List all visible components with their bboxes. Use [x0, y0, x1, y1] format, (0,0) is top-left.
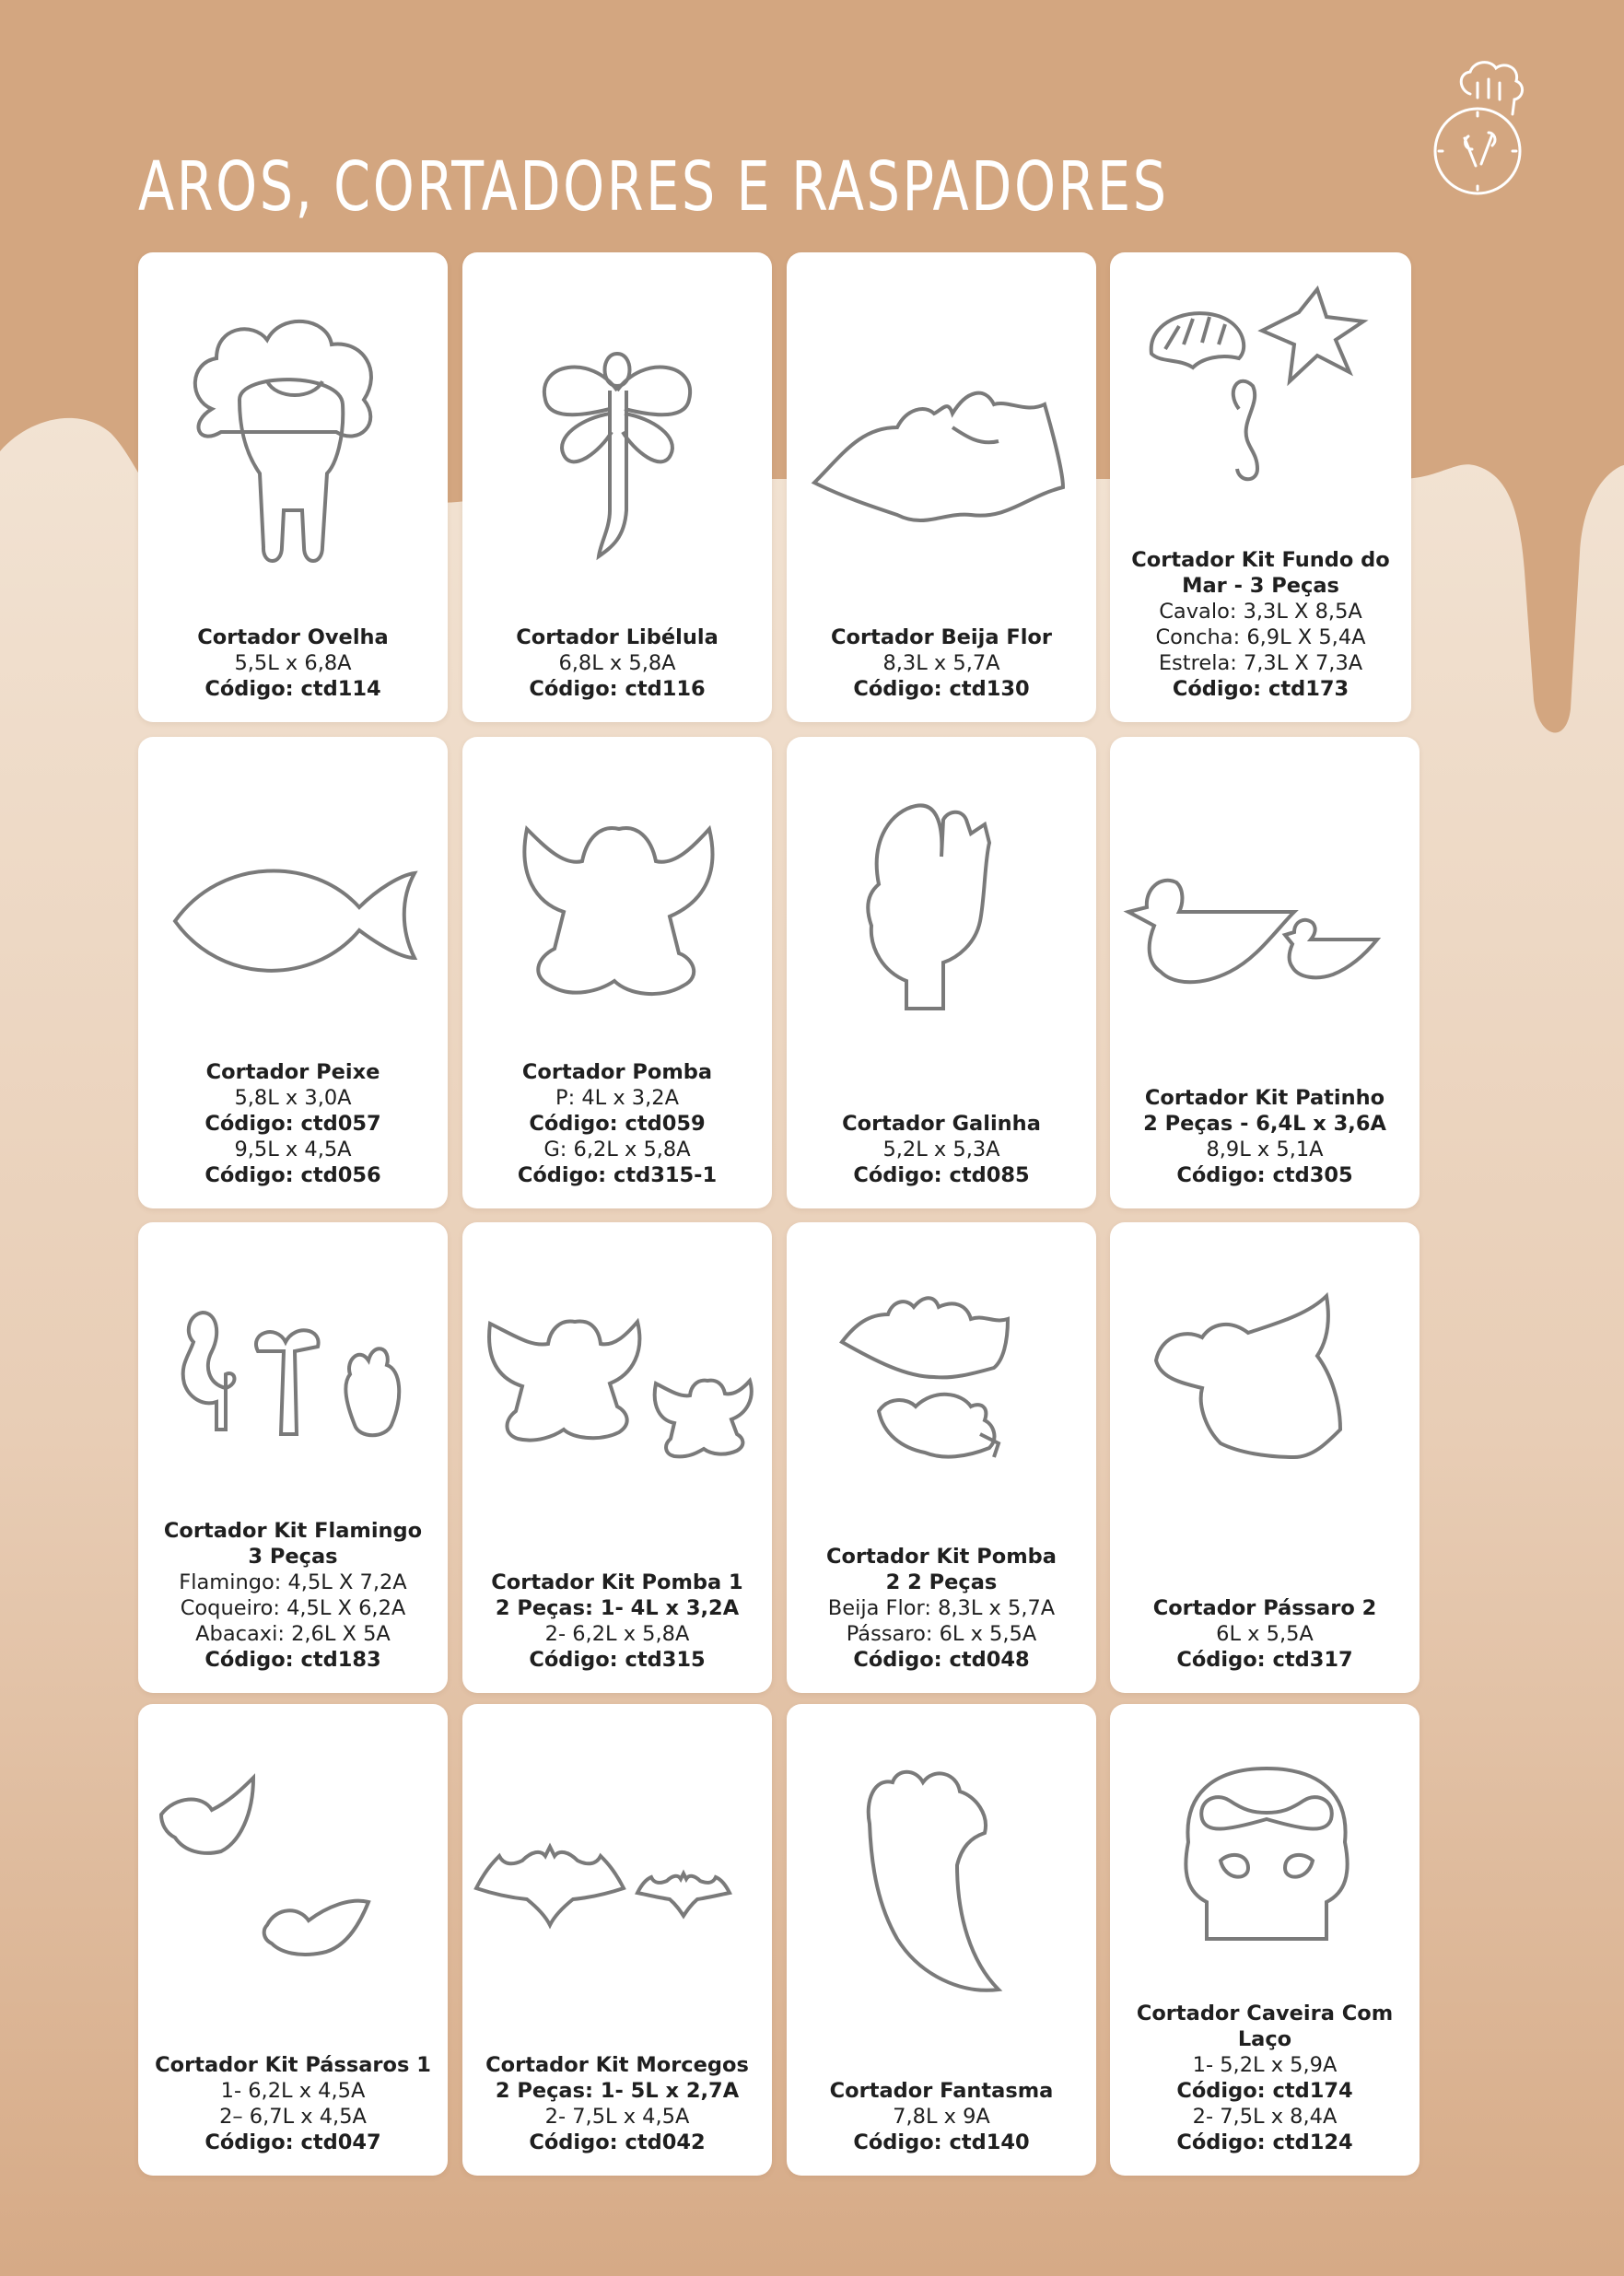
- product-caption: [138, 2052, 448, 2155]
- product-detail: 6L x 5,5A: [1216, 1622, 1314, 1646]
- product-detail: 8,9L x 5,1A: [1206, 1138, 1324, 1161]
- product-name: Cortador Kit Pássaros 1: [155, 2053, 431, 2077]
- product-code: Código: ctd116: [529, 677, 706, 701]
- product-card-kit-pomba-2: [787, 1222, 1096, 1693]
- product-code: Código: ctd173: [1172, 677, 1349, 701]
- sheep-cutter-image: [138, 252, 448, 621]
- product-detail: Estrela: 7,3L X 7,3A: [1158, 651, 1363, 675]
- product-detail: 5,2L x 5,3A: [882, 1138, 1000, 1161]
- product-detail: 2- 6,2L x 5,8A: [544, 1622, 690, 1646]
- product-code: Código: ctd315-1: [517, 1163, 718, 1187]
- product-detail: Flamingo: 4,5L X 7,2A: [179, 1570, 407, 1594]
- product-name: Cortador Galinha: [842, 1112, 1041, 1136]
- product-card-flamingo: [138, 1222, 448, 1693]
- product-code: Código: ctd048: [853, 1648, 1030, 1672]
- product-name: Cortador Pássaro 2: [1152, 1596, 1377, 1620]
- product-detail: 1- 5,2L x 5,9A: [1192, 2053, 1338, 2077]
- flamingo-kit-cutter-image: [138, 1222, 448, 1526]
- product-name: Cortador Peixe: [205, 1060, 380, 1084]
- product-detail: Beija Flor: 8,3L x 5,7A: [827, 1596, 1056, 1620]
- product-caption: [787, 1111, 1096, 1188]
- product-card-galinha: [787, 737, 1096, 1208]
- sea-kit-cutter-image: [1110, 252, 1411, 547]
- product-detail: Cavalo: 3,3L X 8,5A: [1159, 600, 1362, 624]
- product-card-passaros-1: [138, 1704, 448, 2176]
- product-code: Código: ctd124: [1176, 2130, 1353, 2154]
- product-name: Cortador Kit Patinho: [1144, 1086, 1385, 1110]
- product-detail: Coqueiro: 4,5L X 6,2A: [180, 1596, 406, 1620]
- product-name: Cortador Kit Pomba 2 2 Peças: [826, 1545, 1057, 1594]
- product-card-libelula: [462, 252, 772, 722]
- dove-kit-cutter-image: [462, 1222, 772, 1554]
- skull-bow-cutter-image: [1110, 1704, 1420, 2017]
- product-card-morcegos: [462, 1704, 772, 2176]
- product-detail: 2– 6,7L x 4,5A: [219, 2105, 367, 2129]
- product-name: Cortador Libélula: [516, 625, 719, 649]
- product-caption: [1110, 2001, 1420, 2155]
- product-detail: 6,8L x 5,8A: [558, 651, 676, 675]
- chef-hat-clock-logo: [1424, 57, 1544, 195]
- product-code: Código: ctd315: [529, 1648, 706, 1672]
- product-code: Código: ctd059: [529, 1112, 706, 1136]
- product-caption: [138, 624, 448, 702]
- product-detail: 5,5L x 6,8A: [234, 651, 352, 675]
- product-detail: 2 Peças - 6,4L x 3,6A: [1143, 1112, 1386, 1136]
- product-name: Cortador Kit Flamingo 3 Peças: [163, 1519, 423, 1569]
- product-code: Código: ctd042: [529, 2130, 706, 2154]
- product-caption: [138, 1518, 448, 1673]
- bats-kit-cutter-image: [462, 1704, 772, 2054]
- product-card-patinho: [1110, 737, 1420, 1208]
- product-caption: [462, 1570, 772, 1673]
- product-card-caveira: [1110, 1704, 1420, 2176]
- bird-kit-cutter-image: [787, 1222, 1096, 1535]
- product-name: Cortador Fantasma: [829, 2079, 1054, 2103]
- product-caption: [1110, 1085, 1420, 1188]
- product-detail: 2- 7,5L x 8,4A: [1192, 2105, 1338, 2129]
- product-detail: 5,8L x 3,0A: [234, 1086, 352, 1110]
- product-caption: [138, 1059, 448, 1188]
- product-detail: Pássaro: 6L x 5,5A: [846, 1622, 1037, 1646]
- product-caption: [1110, 547, 1411, 702]
- product-detail: 2 Peças: 1- 4L x 3,2A: [495, 1596, 740, 1620]
- product-detail: 2 Peças: 1- 5L x 2,7A: [495, 2079, 740, 2103]
- product-code: Código: ctd114: [204, 677, 381, 701]
- product-caption: [787, 2078, 1096, 2155]
- product-detail: G: 6,2L x 5,8A: [543, 1138, 691, 1161]
- product-detail: 9,5L x 4,5A: [234, 1138, 352, 1161]
- product-card-fantasma: [787, 1704, 1096, 2176]
- hummingbird-cutter-image: [787, 252, 1096, 621]
- dove-cutter-image: [462, 737, 772, 1087]
- product-name: Cortador Kit Fundo do Mar - 3 Peças: [1131, 548, 1390, 598]
- ghost-cutter-image: [787, 1704, 1096, 2054]
- product-name: Cortador Kit Pomba 1: [491, 1570, 743, 1594]
- dragonfly-cutter-image: [462, 252, 772, 621]
- product-code: Código: ctd183: [204, 1648, 381, 1672]
- product-detail: 8,3L x 5,7A: [882, 651, 1000, 675]
- product-card-pomba: [462, 737, 772, 1208]
- product-code: Código: ctd305: [1176, 1163, 1353, 1187]
- product-code: Código: ctd057: [204, 1112, 381, 1136]
- product-code: Código: ctd140: [853, 2130, 1030, 2154]
- product-card-peixe: [138, 737, 448, 1208]
- product-detail: Abacaxi: 2,6L X 5A: [195, 1622, 391, 1646]
- product-name: Cortador Ovelha: [197, 625, 389, 649]
- bird-cutter-image: [1110, 1222, 1420, 1554]
- product-name: Cortador Beija Flor: [831, 625, 1052, 649]
- birds-kit-cutter-image: [138, 1704, 448, 2054]
- product-code: Código: ctd047: [204, 2130, 381, 2154]
- product-detail: P: 4L x 3,2A: [555, 1086, 679, 1110]
- product-caption: [787, 624, 1096, 702]
- product-name: Cortador Caveira Com Laço: [1136, 2002, 1394, 2051]
- product-card-kit-pomba-1: [462, 1222, 772, 1693]
- fish-cutter-image: [138, 737, 448, 1087]
- product-name: Cortador Pomba: [521, 1060, 713, 1084]
- product-caption: [787, 1544, 1096, 1673]
- product-code: Código: ctd085: [853, 1163, 1030, 1187]
- product-caption: [1110, 1595, 1420, 1673]
- product-card-passaro-2: [1110, 1222, 1420, 1693]
- product-name: Cortador Kit Morcegos: [485, 2053, 749, 2077]
- product-card-beija-flor: [787, 252, 1096, 722]
- product-caption: [462, 624, 772, 702]
- product-caption: [462, 1059, 772, 1188]
- product-detail: 2- 7,5L x 4,5A: [544, 2105, 690, 2129]
- product-detail: 7,8L x 9A: [893, 2105, 990, 2129]
- hen-cutter-image: [787, 737, 1096, 1087]
- product-code: Código: ctd056: [204, 1163, 381, 1187]
- product-code: Código: ctd174: [1176, 2079, 1353, 2103]
- duckling-kit-cutter-image: [1110, 737, 1420, 1087]
- product-code: Código: ctd130: [853, 677, 1030, 701]
- product-detail: Concha: 6,9L X 5,4A: [1155, 625, 1366, 649]
- page-title: AROS, CORTADORES E RASPADORES: [138, 147, 1169, 227]
- product-caption: [462, 2052, 772, 2155]
- product-code: Código: ctd317: [1176, 1648, 1353, 1672]
- product-card-ovelha: [138, 252, 448, 722]
- product-card-fundo-do-mar: [1110, 252, 1411, 722]
- product-detail: 1- 6,2L x 4,5A: [220, 2079, 366, 2103]
